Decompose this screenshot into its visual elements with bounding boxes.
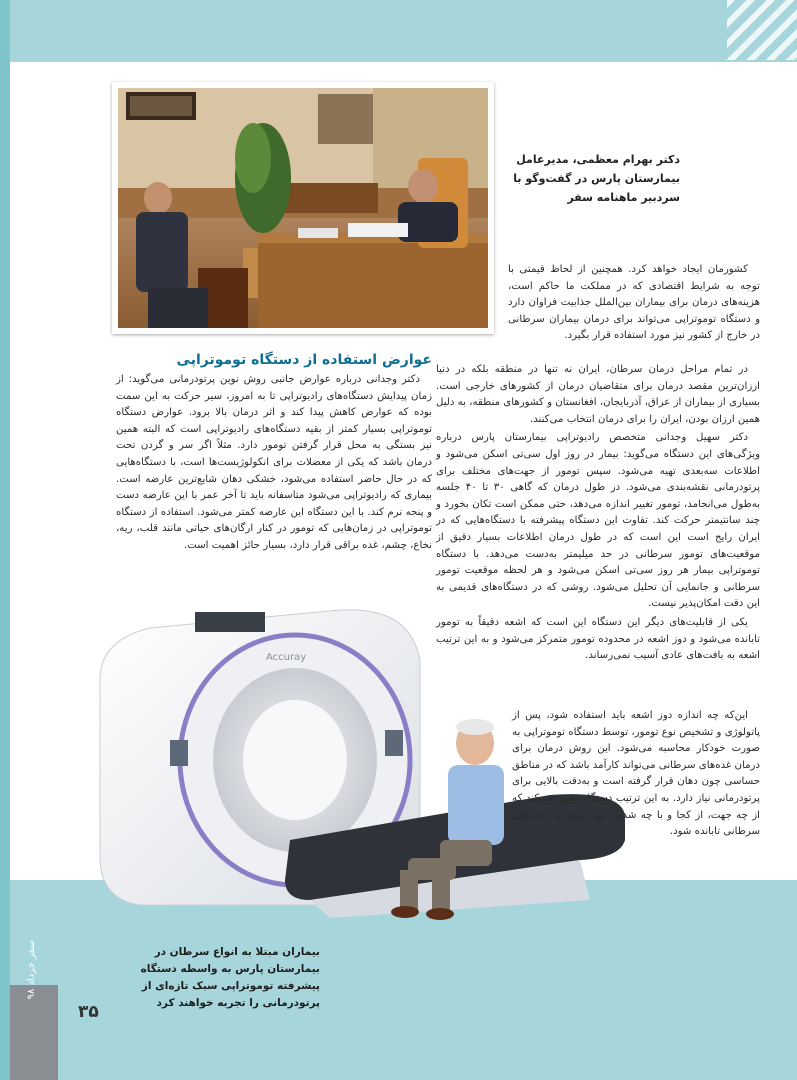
interview-photo-frame xyxy=(112,82,494,334)
machine-caption: بیماران مبتلا به انواع سرطان در بیمارستان پارس به واسطه دستگاه پیشرفته توموتراپی سبک تازه‌ای از پرتودرمانی را تجربه خواهند کرد xyxy=(140,946,320,1009)
article-column-right-bottom xyxy=(512,708,760,843)
paragraph: دکتر سهیل وجدانی متخصص رادیوتراپی بیمارستان پارس درباره ویژگی‌های این دستگاه می‌گوید: بیمار در روز اول سی‌تی اسکن می‌شود و اطلاعات سه‌بعدی تهیه می‌شود. سپس تومور از جهت‌های مختلف برای پرتودرمانی نقشه‌بندی می‌شود. در طول درمان که گاهی ۳۰ تا ۴۰ جلسه به‌طول می‌انجامد، تومور تغییر اندازه می‌دهد، حتی ممکن است تکان بخورد و چند سانتیمتر حرکت کند. تفاوت این دستگاه پیشرفته با دستگاه‌هایی که در ایران رایج است این است که در طول درمان اطلاعات بسیار دقیق از موقعیت‌های تومور سرطانی در حد میلیمتر به‌دست می‌دهد. با دستگاه توموتراپی بیمار هر روز سی‌تی اسکن می‌شود و هر لحظه موقعیت تومور سرطانی و جانمایی آن تحلیل می‌شود. روشی که در دستگاه‌های قدیمی به این دقت امکان‌پذیر نیست. xyxy=(436,432,760,610)
machine-brand: Accuray xyxy=(266,652,307,663)
magazine-issue-label: سفر خرداد ۹۸ xyxy=(26,940,37,1000)
top-teal-band xyxy=(0,0,797,62)
section-heading: عوارض استفاده از دستگاه توموتراپی xyxy=(176,352,432,368)
photo-caption: دکتر بهرام معظمی، مدیرعامل بیمارستان پارس در گفت‌وگو با سردبیر ماهنامه سفر xyxy=(513,153,680,204)
article-column-left xyxy=(116,372,432,557)
paragraph: یکی از قابلیت‌های دیگر این دستگاه این است که اشعه دقیقاً به تومور تابانده می‌شود و دوز اشعه در محدوده تومور متمرکز می‌شود و به این ترتیب اشعه به بافت‌های عادی آسیب نمی‌رساند. xyxy=(436,616,760,662)
interview-photo-illustration xyxy=(118,88,488,328)
page-number: ۳۵ xyxy=(78,1002,99,1022)
corner-stripes-decoration xyxy=(727,0,797,60)
article-column-right-top xyxy=(508,262,760,347)
paragraph: کشورمان ایجاد خواهد کرد. همچنین از لحاظ قیمتی با توجه به شرایط اقتصادی که در مملکت ما حاکم است، هزینه‌های درمان برای بیماران بین‌الملل جذابیت فراوان دارد و دستگاه توموتراپی می‌تواند برای درمان بیماران سرطانی در خارج از کشور نیز مورد استفاده قرار بگیرد. xyxy=(508,264,760,342)
paragraph: دکتر وجدانی درباره عوارض جانبی روش نوین پرتودرمانی می‌گوید: از زمان پیدایش دستگاه‌های رادیوتراپی تا به امروز، سیر حرکت به این سمت بوده که عوارض کاهش پیدا کند و اثر درمان بالا برود. عوارض دستگاه توموتراپی بسیار کمتر از بقیه دستگاه‌های رادیوتراپی است که البته همین نیز بستگی به محل قرار گرفتن تومور دارد. مثلاً اگر سر و گردن تحت درمان باشد که یکی از معضلات برای انکولوژیست‌ها است، با دستگاه‌هایی که در حال حاضر استفاده می‌شود، خشکی دهان شایع‌ترین عارضه است. بیماری که رادیوتراپی می‌شود متاسفانه باید تا آخر عمر با این عارضه دست و پنجه نرم کند. با این دستگاه این عارضه کمتر می‌شود. استفاده از دستگاه توموتراپی در زمان‌هایی که تومور در کنار ارگان‌های حیاتی مانند قلب، ریه، نخاع، چشم، غده براقی قرار دارد، بسیار حائز اهمیت است. xyxy=(116,374,432,551)
interview-photo xyxy=(118,88,488,328)
paragraph: این‌که چه اندازه دوز اشعه باید استفاده شود، پس از پاتولوژی و تشخیص نوع تومور، توسط دستگاه توموتراپی به صورت خودکار محاسبه می‌شود. این روش درمان برای درمان غده‌های سرطانی می‌تواند کارآمد باشد که در مناطق حساسی چون دهان قرار گرفته است و به‌دقت بالایی برای پرتودرمانی نیاز دارد. به این ترتیب دستگاه تعیین می‌کند که از چه جهت، از کجا و با چه شدتی دوز اشعه به بافت‌های سرطانی تابانده شود. xyxy=(512,710,760,838)
left-edge-strip xyxy=(0,0,10,1080)
paragraph: در تمام مراحل درمان سرطان، ایران نه تنها در منطقه بلکه در دنیا ارزان‌ترین مقصد درمان برای متقاضیان درمان از کشورهای خارجی است. بسیاری از بیماران از عراق، آذربایجان، افغانستان و کشورهای منطقه، به دلیل همین ارزان بودن، ایران را برای درمان انتخاب می‌کنند. xyxy=(436,364,760,425)
